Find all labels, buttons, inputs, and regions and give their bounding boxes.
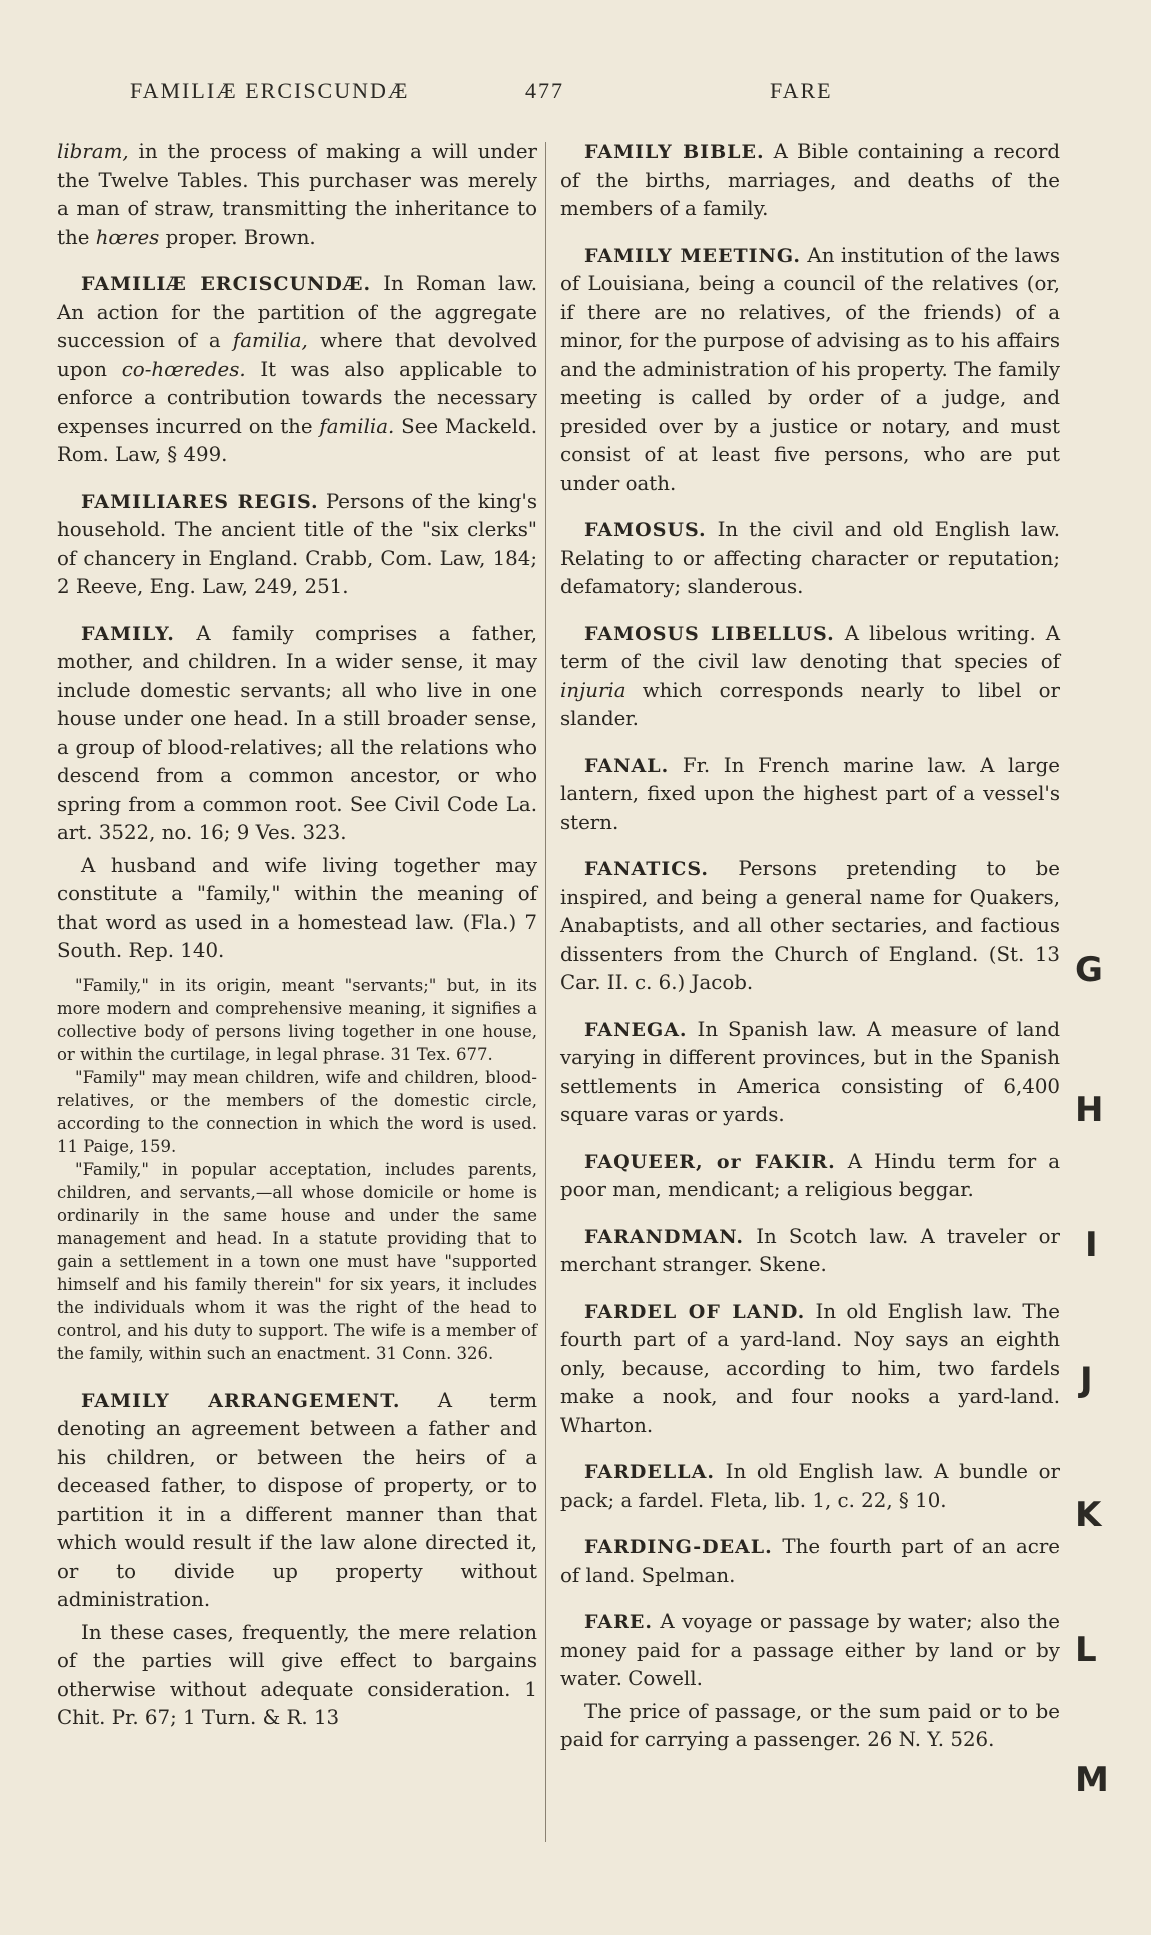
running-header	[0, 78, 1151, 118]
headword: FARDELLA.	[584, 1461, 715, 1483]
entry-text: In Scotch law. A traveler or merchant stranger. Skene.	[560, 1224, 1060, 1276]
entry-text: See Mackeld. Rom. Law, § 499.	[57, 414, 538, 466]
left-column	[57, 138, 537, 1751]
entry-text: In Roman law. An action for the partition of the aggregate succession of a	[57, 272, 537, 352]
entry-fanal	[560, 752, 1060, 838]
header-left-guideword: FAMILIÆ ERCISCUNDÆ	[130, 78, 410, 103]
headword: FAMILY.	[81, 622, 175, 645]
entry-text: proper. Brown.	[159, 225, 316, 249]
page-number: 477	[525, 78, 564, 103]
thumb-index-letter-i[interactable]: I	[1085, 1225, 1098, 1265]
entry-text: Persons pretending to be inspired, and being a general name for Quakers, Anabaptists, and all other sectaries, and factious dissenters from the Church of England. (St. 13 Car. II. c. 6.) Jacob.	[560, 857, 1060, 994]
entry-text: Persons of the king's household. The ancient title of the "six clerks" of chancery in England. Crabb, Com. Law, 184; 2 Reeve, Eng. Law, 249, 251.	[57, 489, 537, 598]
entry-text: In the civil and old English law. Relating to or affecting character or reputation; defamatory; slanderous.	[560, 518, 1060, 598]
entry-text: In old English law. The fourth part of a yard-land. Noy says an eighth only, because, according to him, two fardels make a nook, and four nooks a yard-land. Wharton.	[560, 1299, 1060, 1437]
entry-text: In old English law. A bundle or pack; a fardel. Fleta, lib. 1, c. 22, § 10.	[560, 1460, 1060, 1512]
column-divider	[545, 142, 546, 1842]
entry-text: A term denoting an agreement between a father and his children, or between the heirs of a deceased father, to dispose of property, or to partition it in a different manner than that which would result if the law alone directed it, or to divide up property without administration.	[57, 1388, 537, 1611]
headword: FAMILY ARRANGEMENT.	[81, 1389, 401, 1412]
entry-famosus-libellus	[560, 620, 1060, 734]
entry-family-meeting	[560, 242, 1060, 499]
entry-fare	[560, 1608, 1060, 1694]
entry-text: An institution of the laws of Louisiana, being a council of the relatives (or, if there are no relatives, of the friends) of a minor, for the purpose of advising as to his affairs and the administration of his property. The family meeting is called by order of a judge, and presided over by a justice or notary, and must consist of at least five persons, who are put under oath.	[560, 243, 1060, 495]
entry-family-arrangement-paragraph-2: In these cases, frequently, the mere relation of the parties will give effect to bargains otherwise without adequate consideration. 1 Chit. Pr. 67; 1 Turn. & R. 13	[57, 1620, 537, 1729]
thumb-index-letter-l[interactable]: L	[1075, 1630, 1097, 1670]
headword: FANEGA.	[584, 1018, 688, 1041]
entry-continuation	[57, 138, 537, 252]
entry-fare-paragraph-2: The price of passage, or the sum paid or to be paid for carrying a passenger. 26 N. Y. 526.	[560, 1699, 1060, 1751]
headword: FARE.	[584, 1611, 654, 1633]
entry-farandman	[560, 1223, 1060, 1280]
headword: FAMILIARES REGIS.	[81, 490, 319, 513]
headword: FARDEL OF LAND.	[584, 1300, 806, 1323]
entry-familiares-regis	[57, 488, 537, 602]
thumb-index-letter-g[interactable]: G	[1075, 950, 1103, 990]
entry-text: where that devolved upon	[57, 329, 537, 381]
headword: FAMILIÆ ERCISCUNDÆ.	[81, 273, 372, 295]
right-column	[560, 138, 1060, 1773]
entry-text: which corresponds nearly to libel or slander.	[560, 678, 1060, 730]
headword: FAMOSUS LIBELLUS.	[584, 622, 835, 645]
italic-term: libram,	[57, 140, 129, 163]
entry-text: The fourth part of an acre of land. Spelman.	[560, 1535, 1060, 1587]
headword: FAQUEER, or FAKIR.	[584, 1150, 836, 1173]
entry-farding-deal	[560, 1533, 1060, 1590]
entry-text: A family comprises a father, mother, and children. In a wider sense, it may include domestic servants; all who live in one house under one head. In a still broader sense, a group of blood-relatives; all the relations who descend from a common ancestor, or who spring from a common root. See Civil Code La. art. 3522, no. 16; 9 Ves. 323.	[57, 621, 537, 844]
entry-family-paragraph-2: A husband and wife living together may constitute a "family," within the meaning of that word as used in a homestead law. (Fla.) 7 South. Rep. 140.	[57, 853, 537, 962]
entry-text: Fr. In French marine law. A large lantern, fixed upon the highest part of a vessel's stern.	[560, 753, 1060, 834]
thumb-index-letter-j[interactable]: J	[1080, 1360, 1093, 1400]
entry-family	[57, 620, 537, 848]
footnote-family-3: "Family," in popular acceptation, includes parents, children, and servants,—all whose domicile or home is ordinarily in the same house and under the same management and head. In a statute providing that to gain a settlement in a town one must have "supported himself and his family therein" for six years, it includes the individuals whom it was the right of the head to control, and his duty to support. The wife is a member of the family, within such an enactment. 31 Conn. 326.	[57, 1159, 537, 1363]
entry-text: in the process of making a will under the Twelve Tables. This purchaser was merely a man of straw, transmitting the inheritance to the	[57, 140, 537, 249]
italic-term: co-hœredes.	[121, 357, 246, 381]
entry-family-arrangement	[57, 1387, 537, 1615]
thumb-index-letter-k[interactable]: K	[1075, 1495, 1102, 1535]
italic-term: hœres	[95, 225, 160, 249]
headword: FARANDMAN.	[584, 1225, 745, 1248]
entry-fanega	[560, 1016, 1060, 1130]
headword: FANATICS.	[584, 858, 709, 880]
entry-fardella	[560, 1458, 1060, 1515]
header-right-guideword: FARE	[770, 78, 833, 103]
thumb-index-letter-m[interactable]: M	[1075, 1760, 1109, 1800]
footnote-family-1: "Family," in its origin, meant "servants;" but, in its more modern and comprehensive meaning, it signifies a collective body of persons living together in one house, or within the curtilage, in legal phrase. 31 Tex. 677.	[57, 975, 537, 1064]
italic-term: injuria	[560, 678, 626, 702]
headword: FARDING-DEAL.	[584, 1536, 773, 1558]
footnote-family-2: "Family" may mean children, wife and children, blood-relatives, or the members of the domestic circle, according to the connection in which the word is used. 11 Paige, 159.	[57, 1067, 537, 1156]
entry-text: A Hindu term for a poor man, mendicant; a religious beggar.	[560, 1149, 1060, 1201]
headword: FAMOSUS.	[584, 519, 707, 541]
entry-text: A libelous writing. A term of the civil law denoting that species of	[560, 621, 1060, 673]
entry-text: A voyage or passage by water; also the money paid for a passage either by land or by water. Cowell.	[560, 1610, 1060, 1690]
entry-famosus	[560, 516, 1060, 602]
italic-term: familia.	[319, 414, 395, 438]
headword: FAMILY MEETING.	[584, 244, 802, 267]
entry-faqueer	[560, 1148, 1060, 1205]
thumb-index-letter-h[interactable]: H	[1075, 1090, 1104, 1130]
headword: FANAL.	[584, 754, 670, 777]
headword: FAMILY BIBLE.	[584, 141, 765, 163]
italic-term: familia,	[232, 329, 308, 352]
entry-familiae-erciscundae	[57, 270, 537, 470]
entry-text: A Bible containing a record of the births, marriages, and deaths of the members of a family.	[560, 140, 1060, 220]
entry-text: In Spanish law. A measure of land varying in different provinces, but in the Spanish settlements in America consisting of 6,400 square varas or yards.	[560, 1017, 1060, 1126]
entry-text: It was also applicable to enforce a contribution towards the necessary expenses incurred on the	[57, 357, 537, 438]
entry-family-bible	[560, 138, 1060, 224]
entry-fardel-of-land	[560, 1298, 1060, 1441]
entry-fanatics	[560, 855, 1060, 998]
